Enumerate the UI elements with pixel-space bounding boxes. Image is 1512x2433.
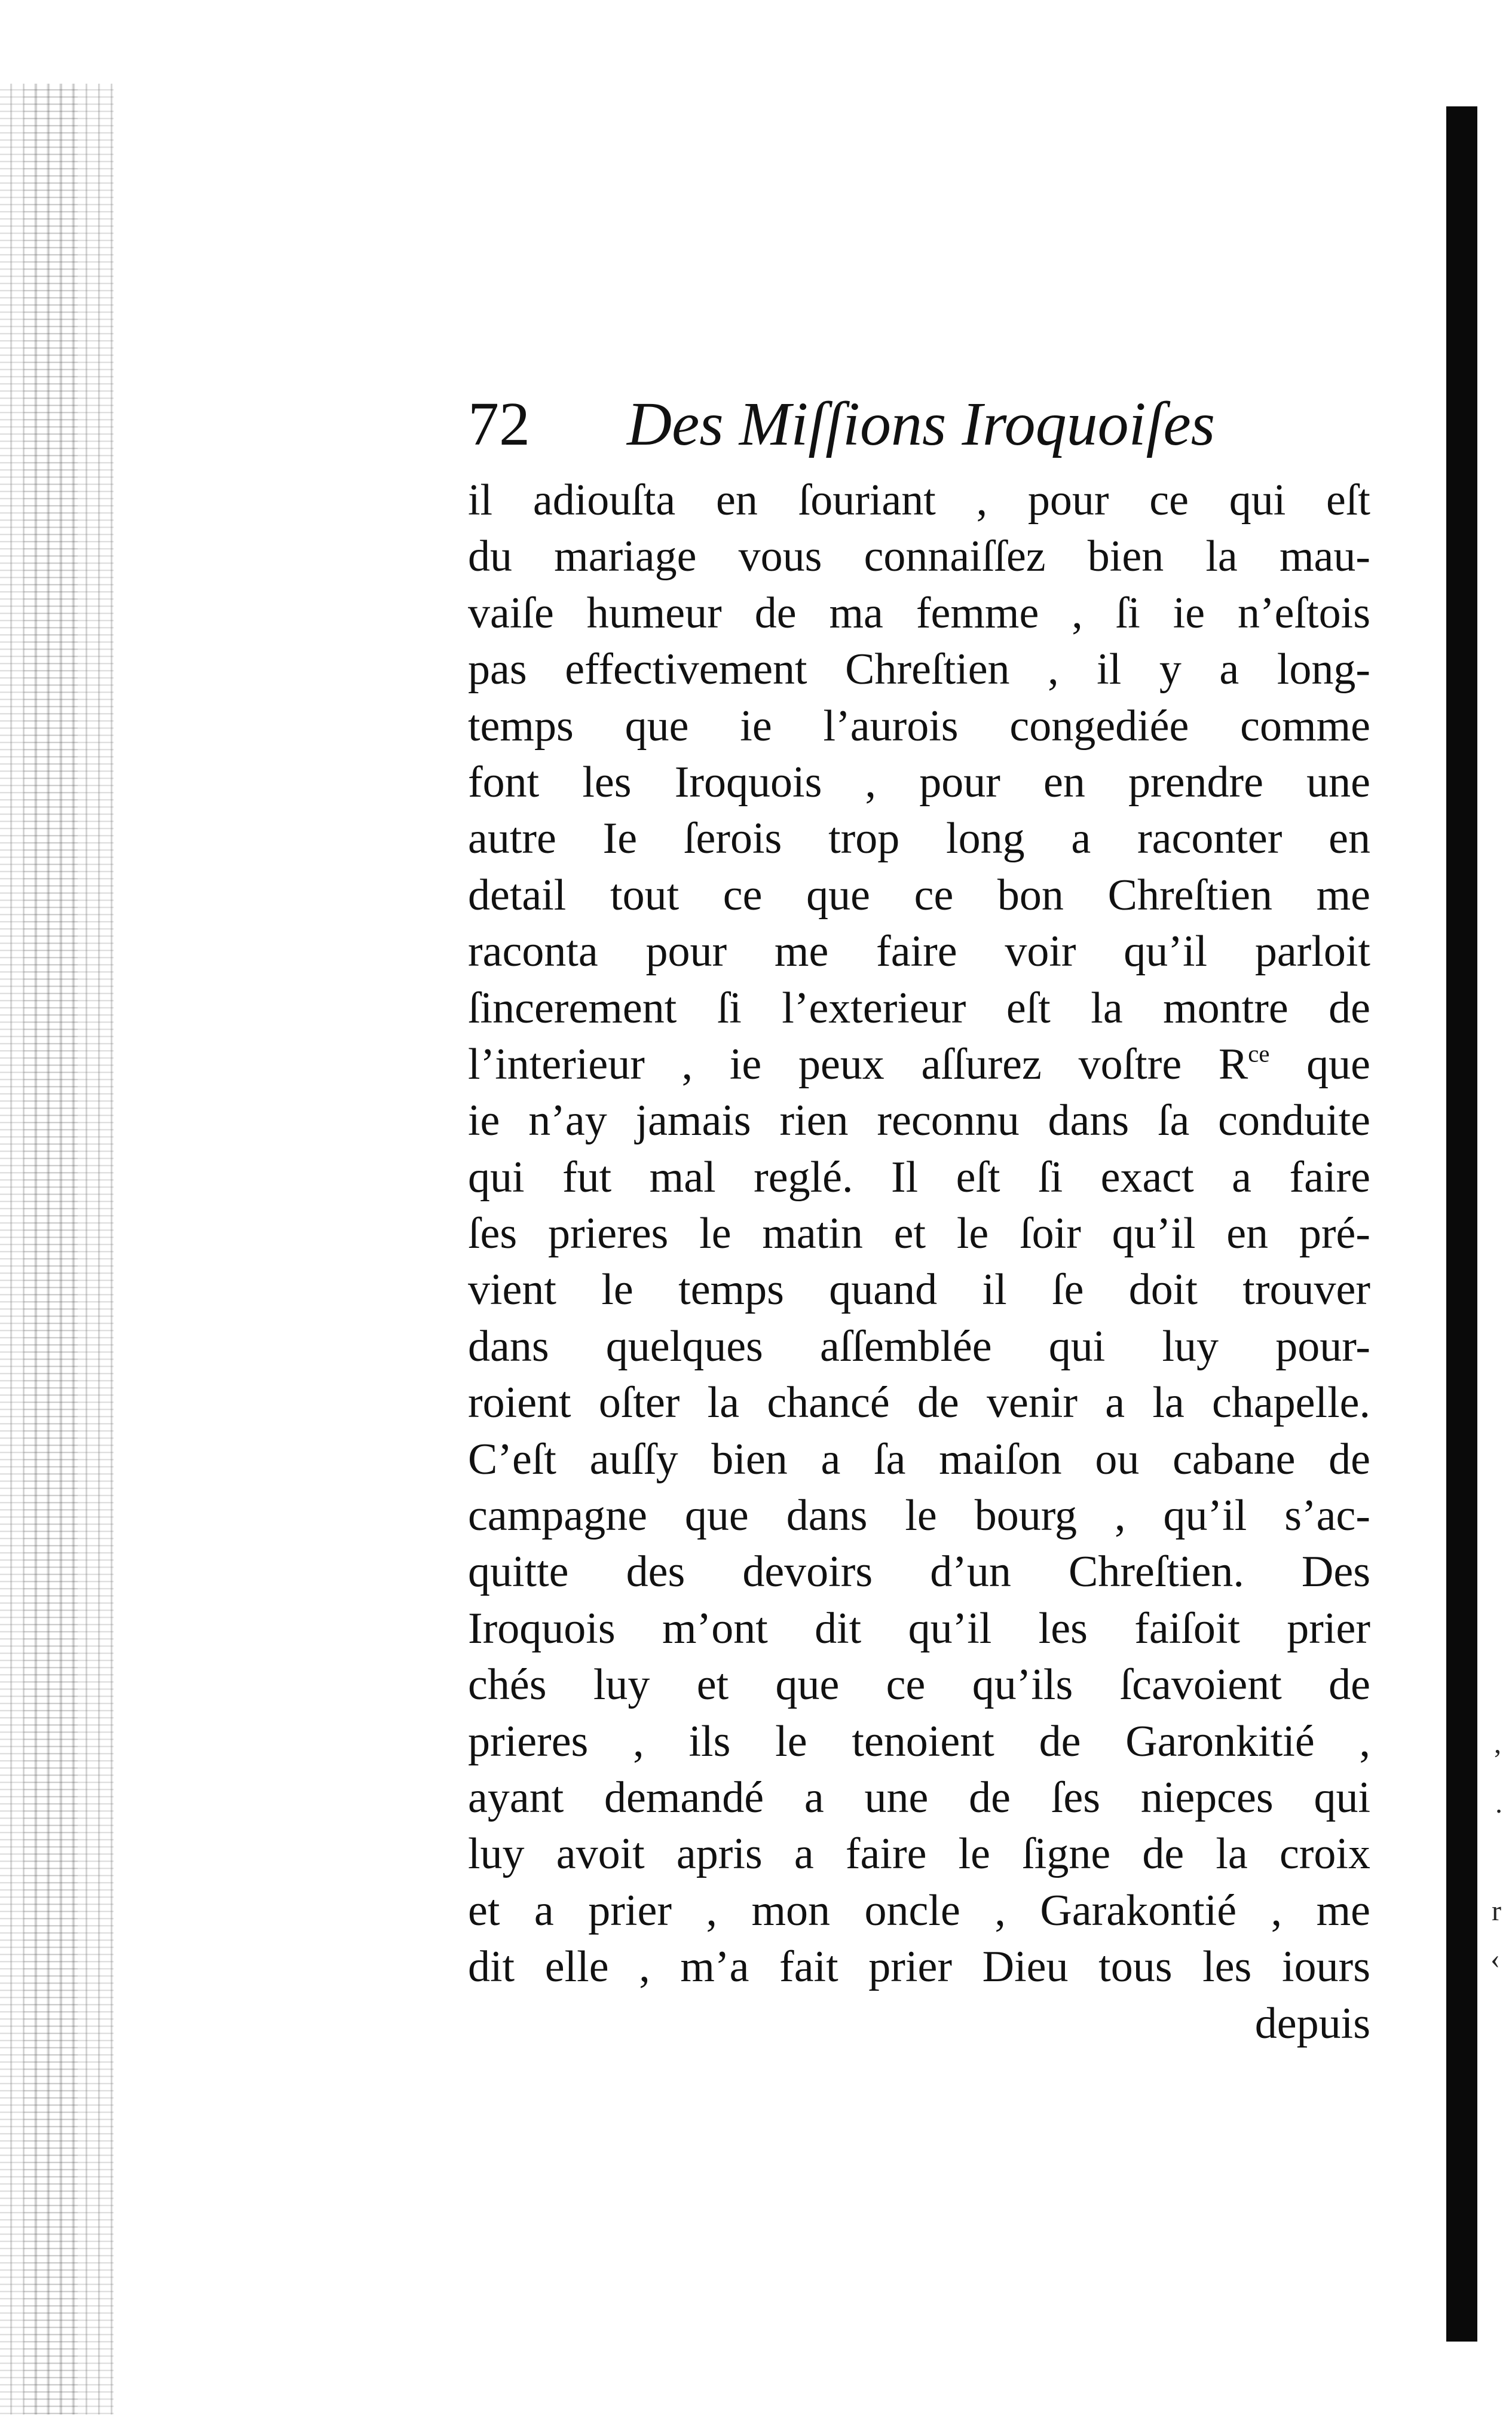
text-line: autre Ie ſerois trop long a raconter en <box>468 814 1370 864</box>
scan-gutter-noise-inner <box>24 84 78 2414</box>
margin-mark: r <box>1492 1895 1501 1927</box>
text-line: ie n’ay jamais rien reconnu dans ſa conduite <box>468 1096 1370 1146</box>
text-line: du mariage vous connaiſſez bien la mau- <box>468 532 1370 582</box>
text-line: vaiſe humeur de ma femme , ſi ie n’eſtois <box>468 588 1370 638</box>
margin-mark: . <box>1495 1788 1502 1819</box>
text-line: dans quelques aſſemblée qui luy pour- <box>468 1321 1370 1371</box>
text-line: prieres , ils le tenoient de Garonkitié , <box>468 1716 1370 1766</box>
text-line-segment: l’interieur , ie peux aſſurez voſtre R <box>468 1039 1248 1089</box>
text-line: roient oſter la chancé de venir a la chapelle. <box>468 1378 1370 1428</box>
text-line: font les Iroquois , pour en prendre une <box>468 757 1370 807</box>
text-line: il adiouſta en ſouriant , pour ce qui eſt <box>468 476 1370 525</box>
text-line: Iroquois m’ont dit qu’il les faiſoit prier <box>468 1603 1370 1653</box>
text-line: et a prier , mon oncle , Garakontié , me <box>468 1886 1370 1935</box>
page-number: 72 <box>468 390 530 458</box>
text-line: quitte des devoirs d’un Chreſtien. Des <box>468 1547 1370 1597</box>
margin-mark: ‹ <box>1490 1943 1500 1975</box>
text-line-segment: que <box>1269 1039 1370 1089</box>
text-line: luy avoit apris a faire le ſigne de la croix <box>468 1829 1370 1879</box>
text-line: ayant demandé a une de ſes niepces qui <box>468 1773 1370 1822</box>
superscript-abbreviation: ce <box>1248 1040 1270 1067</box>
text-line: chés luy et que ce qu’ils ſcavoient de <box>468 1660 1370 1710</box>
catchword: depuis <box>1254 1999 1370 2048</box>
text-line: ſes prieres le matin et le ſoir qu’il en pré- <box>468 1209 1370 1259</box>
text-line: raconta pour me faire voir qu’il parloit <box>468 927 1370 977</box>
text-line: qui fut mal reglé. Il eſt ſi exact a faire <box>468 1152 1370 1202</box>
body-text <box>468 472 1370 2052</box>
text-line: C’eſt auſſy bien a ſa maiſon ou cabane de <box>468 1434 1370 1484</box>
text-line-with-superscript <box>468 1036 1370 1092</box>
text-line: pas effectivement Chreſtien , il y a long- <box>468 645 1370 694</box>
page-header <box>468 382 1400 466</box>
text-line: ſincerement ſi l’exterieur eſt la montre de <box>468 983 1370 1033</box>
text-line: dit elle , m’a fait prier Dieu tous les iours <box>468 1942 1370 1992</box>
text-line: campagne que dans le bourg , qu’il s’ac- <box>468 1491 1370 1541</box>
scan-edge-bar <box>1446 106 1477 2342</box>
text-line: vient le temps quand il ſe doit trouver <box>468 1265 1370 1315</box>
text-line: detail tout ce que ce bon Chreſtien me <box>468 870 1370 920</box>
text-line: temps que ie l’aurois congediée comme <box>468 701 1370 751</box>
margin-mark: , <box>1494 1728 1501 1759</box>
running-title: Des Miſſions Iroquoiſes <box>627 390 1216 458</box>
